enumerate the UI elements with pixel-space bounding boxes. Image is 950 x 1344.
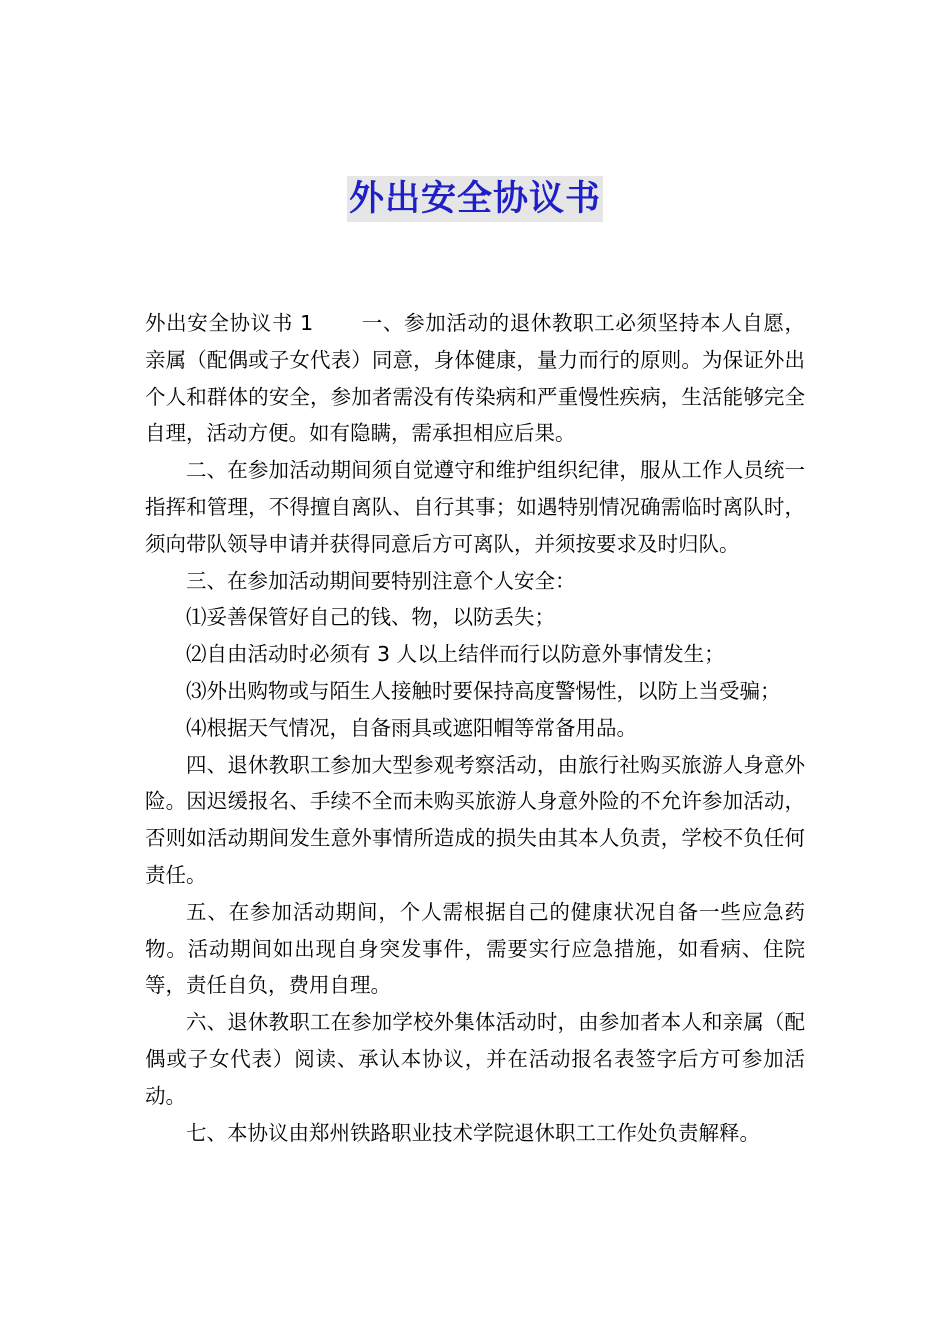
paragraph-lead: 外出安全协议书 1 — [145, 311, 314, 335]
paragraph-text: 一、参加活动的退休教职工必须坚持本人自愿，亲属（配偶或子女代表）同意，身体健康，量力而行的原则。为保证外出个人和群体的安全，参加者需没有传染病和严重慢性疾病，生活能够完全自理，活动方便。如有隐瞒，需承担相应后果。 — [145, 311, 806, 446]
list-item-1: ⑴妥善保管好自己的钱、物，以防丢失； — [186, 605, 555, 630]
paragraph-3: 三、在参加活动期间要特别注意个人安全： — [186, 568, 576, 593]
paragraph-6: 六、退休教职工在参加学校外集体活动时，由参加者本人和亲属（配偶或子女代表）阅读、承认本协议，并在活动报名表签字后方可参加活动。 — [145, 1010, 805, 1108]
paragraph-5: 五、在参加活动期间，个人需根据自己的健康状况自备一些应急药物。活动期间如出现自身突发事件，需要实行应急措施，如看病、住院等，责任自负，费用自理。 — [145, 899, 805, 998]
title-block — [0, 176, 950, 222]
paragraph-2: 二、在参加活动期间须自觉遵守和维护组织纪律，服从工作人员统一指挥和管理，不得擅自离队、自行其事；如遇特别情况确需临时离队时，须向带队领导申请并获得同意后方可离队，并须按要求及时归队。 — [145, 458, 805, 556]
paragraph-1 — [145, 305, 805, 452]
paragraph-4: 四、退休教职工参加大型参观考察活动，由旅行社购买旅游人身意外险。因迟缓报名、手续不全而未购买旅游人身意外险的不允许参加活动，否则如活动期间发生意外事情所造成的损失由其本人负责，学校不负任何责任。 — [145, 752, 805, 887]
document-title: 外出安全协议书 — [347, 176, 603, 222]
list-item-2: ⑵自由活动时必须有 3 人以上结伴而行以防意外事情发生； — [186, 642, 725, 667]
list-item-4: ⑷根据天气情况，自备雨具或遮阳帽等常备用品。 — [186, 715, 637, 740]
paragraph-7: 七、本协议由郑州铁路职业技术学院退休职工工作处负责解释。 — [186, 1120, 760, 1145]
document-body — [145, 305, 805, 1151]
list-item-3: ⑶外出购物或与陌生人接触时要保持高度警惕性，以防上当受骗； — [186, 678, 781, 703]
